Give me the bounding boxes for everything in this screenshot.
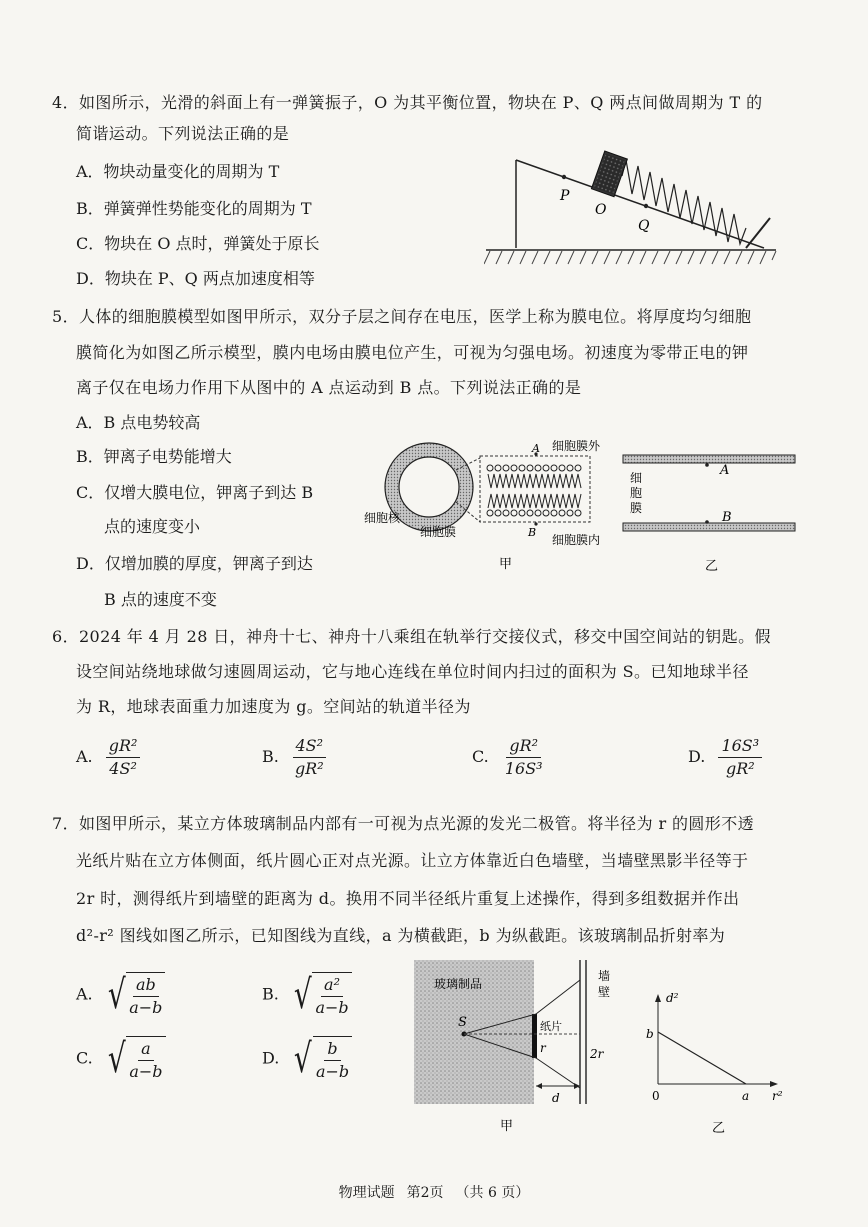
q5-fig1-label-a: A — [532, 442, 540, 455]
q7-intercept-b: b — [646, 1027, 654, 1041]
q6-option-c: C. $\frac{\text{gR²}}{\text{16S³}}$ — [472, 736, 543, 778]
q5-option-b: B．钾离子电势能增大 — [76, 447, 232, 466]
q6-option-a: A. $\frac{\text{gR²}}{\text{4S²}}$ — [76, 736, 140, 779]
q4-label-q: Q — [638, 218, 650, 234]
q7-label-2r: 2r — [590, 1047, 604, 1061]
q5-stem-line1: 5．人体的细胞膜模型如图甲所示，双分子层之间存在电压，医学上称为膜电位。将厚度均匀细胞 — [52, 307, 752, 326]
q7-option-d: D. √ $\frac{b}{a-b}$ — [262, 1036, 352, 1082]
footer-subject: 物理试题 — [338, 1185, 395, 1201]
q7-axis-origin: 0 — [652, 1089, 660, 1103]
q7-stem-line2: 光纸片贴在立方体侧面，纸片圆心正对点光源。让立方体靠近白色墙壁，当墙壁黑影半径等于 — [76, 851, 749, 870]
q6-option-b: B. $\frac{\text{4S²}}{\text{gR²}}$ — [262, 736, 327, 779]
q6-option-d: D. $\frac{\text{16S³}}{\text{gR²}}$ — [688, 736, 762, 779]
q7-label-paper: 纸片 — [540, 1020, 562, 1033]
q7-stem-line3: 2r 时，测得纸片到墙壁的距离为 d。换用不同半径纸片重复上述操作，得到多组数据并作出 — [76, 889, 740, 908]
q6-stem-line1: 6．2024 年 4 月 28 日，神舟十七、神舟十八乘组在轨举行交接仪式，移交中国空间站的钥匙。假 — [52, 627, 771, 646]
q5-option-c: C．仅增大膜电位，钾离子到达 B — [76, 483, 314, 502]
q7-axis-y: d² — [666, 991, 679, 1005]
q5-fig2-label-b: B — [722, 510, 732, 525]
q4-label-o: O — [595, 202, 607, 218]
q5-fig2-label-a: A — [720, 463, 730, 478]
q6-stem-line3: 为 R，地球表面重力加速度为 g。空间站的轨道半径为 — [76, 697, 471, 716]
q7-label-glass: 玻璃制品 — [434, 977, 483, 991]
q5-stem-line3: 离子仅在电场力作用下从图中的 A 点运动到 B 点。下列说法正确的是 — [76, 378, 582, 397]
q4-incline-figure — [484, 148, 784, 270]
q4-option-d: D．物块在 P、Q 两点加速度相等 — [76, 269, 315, 288]
footer-total: （共 6 页） — [455, 1185, 530, 1201]
page-footer — [0, 1182, 868, 1202]
q4-option-a: A．物块动量变化的周期为 T — [76, 162, 280, 181]
q5-caption-jia: 甲 — [499, 557, 513, 572]
q5-fig1-label-b: B — [528, 526, 537, 539]
q5-vertical-1: 细 — [630, 471, 643, 485]
q5-label-inside: 细胞膜内 — [552, 533, 601, 547]
q7-stem-line4: d²-r² 图线如图乙所示，已知图线为直线，a 为横截距，b 为纵截距。该玻璃制品折射率为 — [76, 926, 726, 945]
q5-caption-yi: 乙 — [705, 559, 719, 574]
q5-vertical-3: 膜 — [630, 501, 643, 515]
q4-option-b: B．弹簧弹性势能变化的周期为 T — [76, 199, 312, 218]
q5-cell-membrane-figure — [360, 440, 810, 580]
q7-option-b: B. √ $\frac{\text{a²}}{a-b}$ — [262, 972, 352, 1018]
q5-option-c-cont: 点的速度变小 — [104, 517, 201, 536]
q7-wall-2: 壁 — [598, 985, 611, 999]
q7-caption-yi: 乙 — [712, 1121, 726, 1136]
q5-label-membrane: 细胞膜 — [420, 525, 457, 539]
q7-wall-1: 墙 — [598, 969, 611, 983]
q7-caption-jia: 甲 — [500, 1119, 514, 1134]
q7-label-s: S — [458, 1015, 467, 1030]
q7-label-d: d — [552, 1091, 560, 1105]
q5-label-nucleus: 细胞核 — [364, 511, 401, 525]
q4-option-c: C．物块在 O 点时，弹簧处于原长 — [76, 234, 320, 253]
q5-option-a: A．B 点电势较高 — [76, 413, 201, 432]
q7-stem-line1: 7．如图甲所示，某立方体玻璃制品内部有一可视为点光源的发光二极管。将半径为 r 的圆形不透 — [52, 814, 755, 833]
q4-label-p: P — [560, 188, 570, 204]
q5-option-d-cont: B 点的速度不变 — [104, 590, 217, 609]
q7-option-c: C. √ $\frac{a}{a-b}$ — [76, 1036, 166, 1082]
q6-stem-line2: 设空间站绕地球做匀速圆周运动，它与地心连线在单位时间内扫过的面积为 S。已知地球半径 — [76, 662, 749, 681]
q7-option-a: A. √ $\frac{ab}{a-b}$ — [76, 972, 165, 1018]
q5-stem-line2: 膜简化为如图乙所示模型，膜内电场由膜电位产生，可视为匀强电场。初速度为零带正电的钾 — [76, 343, 749, 362]
q7-glass-figure — [412, 958, 812, 1138]
q4-stem-line2: 简谐运动。下列说法正确的是 — [76, 124, 290, 143]
q4-stem-line1: 4．如图所示，光滑的斜面上有一弹簧振子，O 为其平衡位置，物块在 P、Q 两点间做周期为 T 的 — [52, 93, 763, 112]
q5-option-d: D．仅增加膜的厚度，钾离子到达 — [76, 554, 313, 573]
q7-label-r: r — [540, 1041, 546, 1055]
footer-page: 第2页 — [406, 1185, 444, 1201]
q5-label-outside: 细胞膜外 — [552, 440, 601, 453]
q7-axis-x: r² — [772, 1089, 783, 1103]
q7-intercept-a: a — [742, 1089, 750, 1103]
q5-vertical-2: 胞 — [630, 486, 643, 500]
